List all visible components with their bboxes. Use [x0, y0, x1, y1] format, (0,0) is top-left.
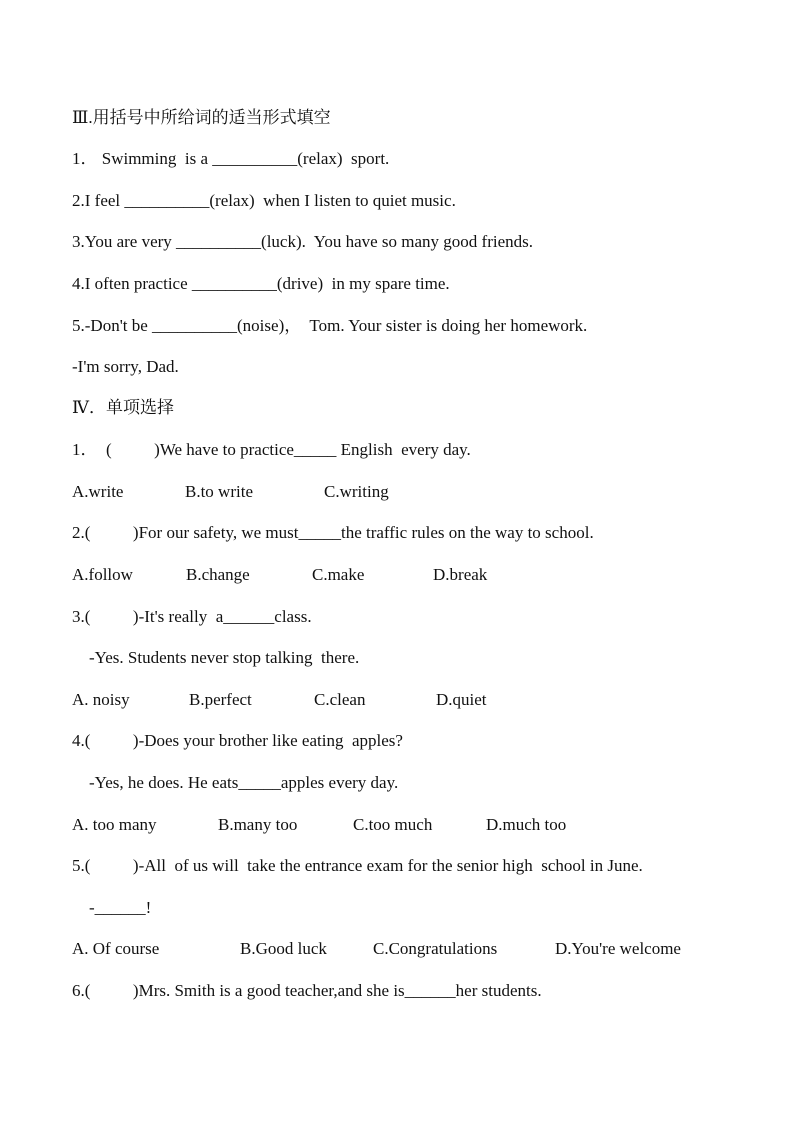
question-1-stem: 1． ( )We have to practice_____ English every day. [72, 440, 471, 459]
option-a: A. noisy [72, 690, 130, 709]
question-4-reply: -Yes, he does. He eats_____apples every day. [89, 773, 399, 792]
question-5-reply: -______! [89, 898, 152, 917]
option-b: B.Good luck [240, 939, 327, 958]
section-4-heading: Ⅳ．单项选择 [72, 398, 174, 417]
question-3-options [72, 689, 754, 711]
option-a: A.follow [72, 565, 133, 584]
question-2-stem: 2.( )For our safety, we must_____the traffic rules on the way to school. [72, 523, 594, 542]
question-5-stem: 5.( )-All of us will take the entrance exam for the senior high school in June. [72, 856, 643, 875]
section-3-heading: Ⅲ.用括号中所给词的适当形式填空 [72, 108, 331, 127]
question-3-reply: -Yes. Students never stop talking there. [89, 648, 360, 667]
question-5-options [72, 938, 754, 960]
question-2-options [72, 564, 754, 586]
option-b: B.many too [218, 815, 298, 834]
option-a: A. too many [72, 815, 157, 834]
option-a: A.write [72, 482, 124, 501]
fill-blank-item-5: 5.-Don't be __________(noise)， Tom. Your sister is doing her homework. [72, 316, 588, 335]
option-c: C.clean [314, 690, 366, 709]
question-3-stem: 3.( )-It's really a______class. [72, 607, 312, 626]
fill-blank-item-3: 3.You are very __________(luck). You have so many good friends. [72, 232, 534, 251]
option-b: B.to write [185, 482, 253, 501]
option-d: D.quiet [436, 690, 487, 709]
question-4-options [72, 814, 754, 836]
fill-blank-item-1: 1． Swimming is a __________(relax) sport. [72, 149, 390, 168]
option-d: D.break [433, 565, 488, 584]
option-b: B.perfect [189, 690, 252, 709]
question-4-stem: 4.( )-Does your brother like eating apples? [72, 731, 403, 750]
option-c: C.too much [353, 815, 433, 834]
option-a: A. Of course [72, 939, 160, 958]
option-d: D.much too [486, 815, 567, 834]
option-d: D.You're welcome [555, 939, 681, 958]
fill-blank-item-4: 4.I often practice __________(drive) in my spare time. [72, 274, 450, 293]
option-c: C.Congratulations [373, 939, 498, 958]
option-c: C.writing [324, 482, 389, 501]
option-b: B.change [186, 565, 250, 584]
question-1-options [72, 481, 754, 503]
question-6-stem: 6.( )Mrs. Smith is a good teacher,and she is______her students. [72, 981, 542, 1000]
option-c: C.make [312, 565, 365, 584]
fill-blank-item-2: 2.I feel __________(relax) when I listen to quiet music. [72, 191, 456, 210]
fill-blank-item-5-reply: -I'm sorry, Dad. [72, 357, 179, 376]
